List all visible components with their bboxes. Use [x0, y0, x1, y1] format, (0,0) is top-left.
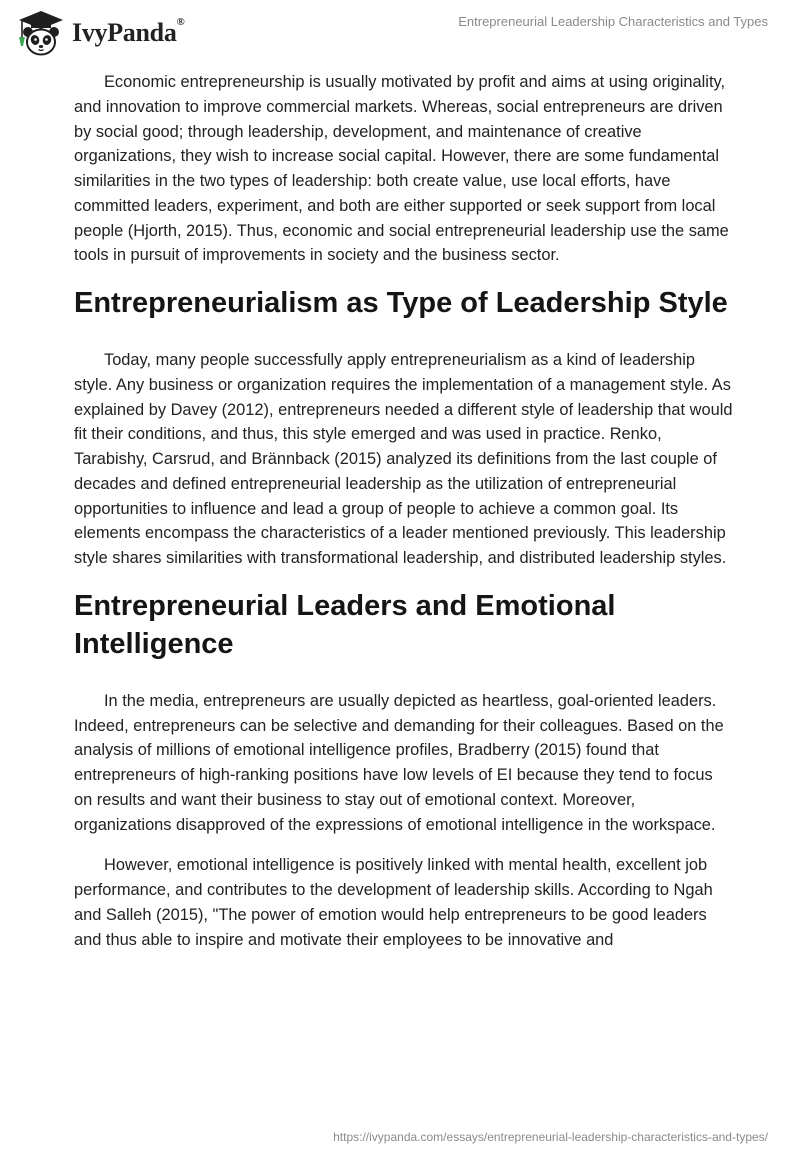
paragraph-media-depiction: In the media, entrepreneurs are usually depicted as heartless, goal-oriented leaders. Indeed, entrepreneurs can be selective and demanding for their colleagues. Based on the analysis of millions of emotional intelligence profiles, Bradberry (2015) found that entrepreneurs of high-ranking positions have low levels of EI because they tend to focus on results and want their business to stay out of emotional context. Moreover, organizations disapproved of the expressions of emotional intelligence in the workspace.: [74, 691, 724, 834]
logo-wordmark: [72, 18, 184, 48]
logo-name: IvyPanda: [72, 18, 177, 47]
paragraph-leadership-style: Today, many people successfully apply entrepreneurialism as a kind of leadership style. Any business or organization requires the implementation of a management style. As explained by Davey (2012), entrepreneurs needed a different style of leadership that would fit their conditions, and thus, this style emerged and was used in practice. Renko, Tarabishy, Carsrud, and Brännback (2015) analyzed its definitions from the last couple of decades and defined entrepreneurial leadership as the utilization of entrepreneurial opportunities to influence and lead a group of people to achieve a common goal. Its elements encompass the characteristics of a leader mentioned previously. This leadership style shares similarities with transformational leadership, and distributed leadership styles.: [74, 351, 733, 567]
paragraph-ei-benefits: However, emotional intelligence is positively linked with mental health, excellent job performance, and contributes to the development of leadership skills. According to Ngah and Salleh (2015), "The power of emotion would help entrepreneurs to be good leaders and thus able to inspire and motivate their employees to be innovative and: [74, 856, 713, 949]
heading-emotional-intelligence: Entrepreneurial Leaders and Emotional Intelligence: [74, 589, 616, 660]
panda-graduation-cap-icon: [14, 8, 68, 58]
paragraph-economic-vs-social: Economic entrepreneurship is usually motivated by profit and aims at using originality, and innovation to improve commercial markets. Whereas, social entrepreneurs are driven by social good; through leadership, development, and maintenance of creative organizations, they wish to increase social capital. However, there are some fundamental similarities in the two types of leadership: both create value, use local efforts, have committed leaders, experiment, and both are either supported or seek support from local people (Hjorth, 2015). Thus, economic and social entrepreneurial leadership use the same tools in pursuit of improvements in society and the business sector.: [74, 73, 729, 265]
ivypanda-logo[interactable]: [14, 8, 214, 58]
heading-leadership-style: Entrepreneurialism as Type of Leadership Style: [74, 287, 728, 319]
page-header: [0, 0, 800, 70]
source-url[interactable]: https://ivypanda.com/essays/entrepreneurial-leadership-characteristics-and-types/: [333, 1130, 768, 1144]
registered-mark: ®: [176, 16, 185, 28]
document-title: Entrepreneurial Leadership Characteristics and Types: [458, 14, 768, 29]
essay-body: [74, 70, 734, 968]
